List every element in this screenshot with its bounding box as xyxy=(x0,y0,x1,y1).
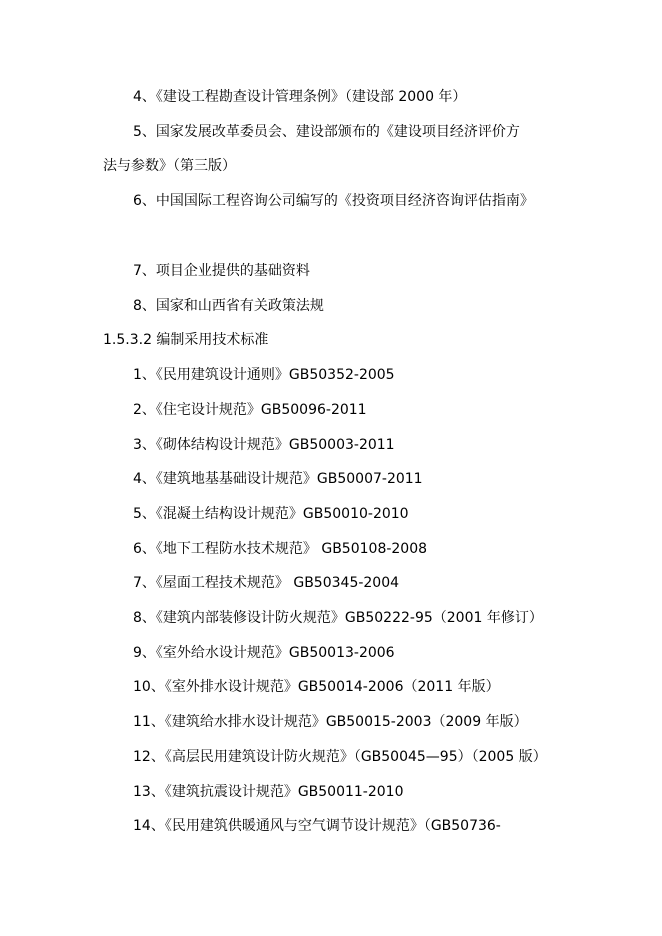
list-item: 12、《高层民用建筑设计防火规范》（GB50045—95）（2005 版） xyxy=(133,749,547,765)
list-item: 11、《建筑给水排水设计规范》GB50015-2003（2009 年版） xyxy=(133,714,528,730)
paragraph-line: 5、国家发展改革委员会、建设部颁布的《建设项目经济评价方 xyxy=(133,124,520,140)
list-item: 7、《屋面工程技术规范》 GB50345-2004 xyxy=(133,575,400,591)
list-item: 6、《地下工程防水技术规范》 GB50108-2008 xyxy=(133,541,428,557)
paragraph-line: 4、《建设工程勘查设计管理条例》（建设部 2000 年） xyxy=(133,89,467,105)
section-heading: 1.5.3.2 编制采用技术标准 xyxy=(103,332,269,348)
list-item: 13、《建筑抗震设计规范》GB50011-2010 xyxy=(133,784,404,800)
list-item: 9、《室外给水设计规范》GB50013-2006 xyxy=(133,645,395,661)
list-item: 2、《住宅设计规范》GB50096-2011 xyxy=(133,402,367,418)
paragraph-line: 8、国家和山西省有关政策法规 xyxy=(133,298,324,314)
paragraph-line: 法与参数》（第三版） xyxy=(103,158,236,174)
list-item: 1、《民用建筑设计通则》GB50352-2005 xyxy=(133,367,395,383)
list-item: 10、《室外排水设计规范》GB50014-2006（2011 年版） xyxy=(133,679,500,695)
list-item: 5、《混凝土结构设计规范》GB50010-2010 xyxy=(133,506,409,522)
list-item: 14、《民用建筑供暖通风与空气调节设计规范》（GB50736- xyxy=(133,818,501,834)
paragraph-line: 6、中国国际工程咨询公司编写的《投资项目经济咨询评估指南》 xyxy=(133,193,534,209)
list-item: 4、《建筑地基基础设计规范》GB50007-2011 xyxy=(133,471,423,487)
paragraph-line: 7、项目企业提供的基础资料 xyxy=(133,263,310,279)
list-item: 3、《砌体结构设计规范》GB50003-2011 xyxy=(133,437,395,453)
list-item: 8、《建筑内部装修设计防火规范》GB50222-95（2001 年修订） xyxy=(133,610,543,626)
